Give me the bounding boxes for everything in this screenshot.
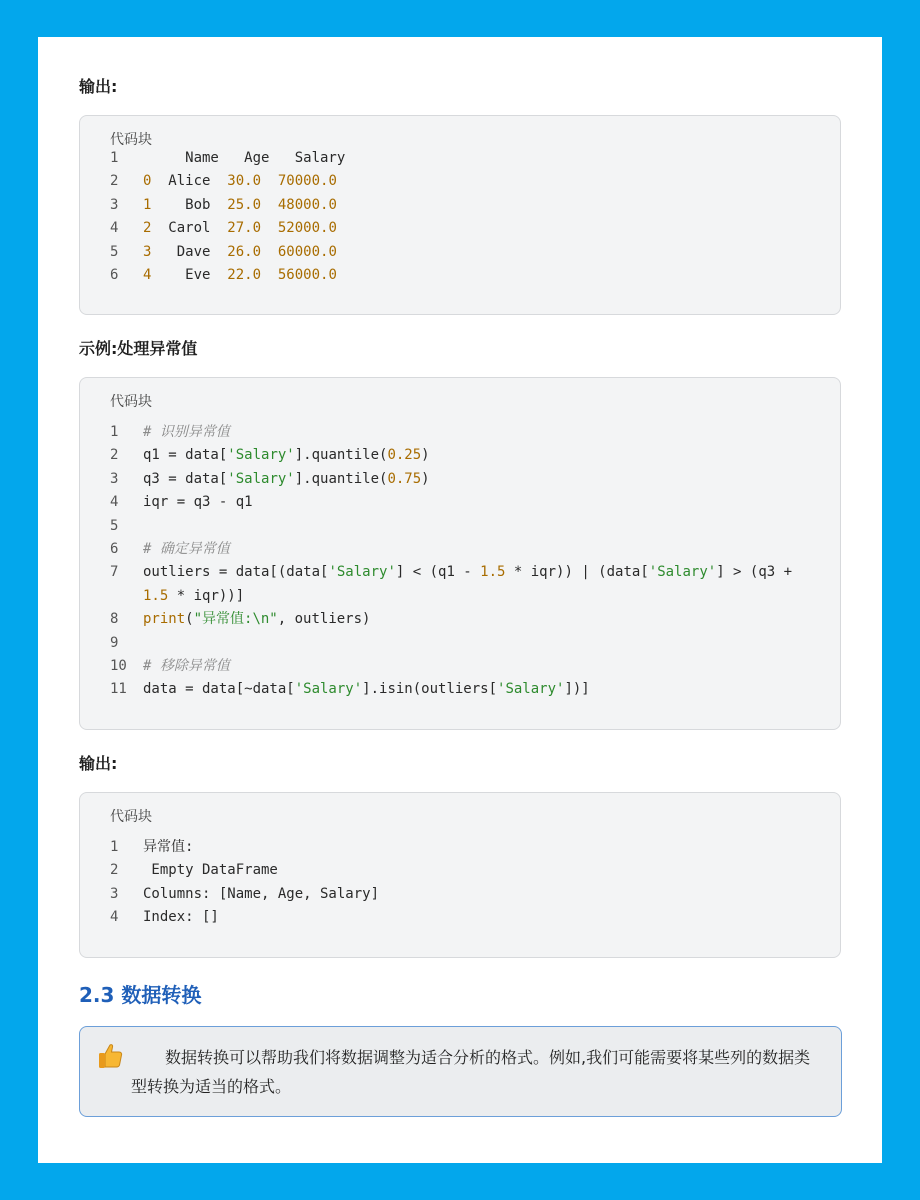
code-text: Name Age Salary [143, 150, 346, 166]
code-line [80, 241, 840, 264]
line-number: 9 [110, 634, 119, 651]
document-page [38, 37, 882, 1163]
code-block-title: 代码块 [110, 132, 152, 148]
line-number: 3 [110, 470, 119, 487]
code-line [80, 538, 840, 561]
code-lines [80, 147, 840, 287]
code-text: 0 Alice 30.0 70000.0 [143, 173, 337, 190]
line-number: 5 [110, 243, 119, 260]
line-number: 1 [110, 839, 119, 855]
code-line [80, 468, 840, 491]
code-text: data = data[~data['Salary'].isin(outliers['Salary'])] [143, 681, 590, 698]
code-block-output-2 [79, 792, 841, 958]
code-block-output-1 [79, 115, 841, 315]
code-line [80, 883, 840, 906]
code-text: Empty DataFrame [143, 862, 278, 879]
code-text: outliers = data[(data['Salary'] < (q1 - 1.5 * iqr)) | (data['Salary'] > (q3 + [143, 564, 793, 581]
code-line [80, 515, 840, 538]
code-text: iqr = q3 - q1 [143, 494, 253, 511]
line-number: 4 [110, 220, 119, 237]
code-text: Columns: [Name, Age, Salary] [143, 885, 380, 902]
code-block-title: 代码块 [110, 809, 152, 825]
code-line [80, 678, 840, 701]
code-lines [80, 836, 840, 930]
output-label-2: 输出: [79, 754, 118, 773]
line-number: 5 [110, 517, 119, 534]
code-line [80, 836, 840, 859]
code-line [80, 147, 840, 170]
code-text: Index: [] [143, 909, 219, 926]
code-text: 异常值: [143, 839, 194, 855]
line-number: 1 [110, 424, 119, 440]
line-number: 10 [110, 657, 127, 674]
code-lines [80, 421, 840, 702]
line-number: 8 [110, 611, 119, 628]
code-text: q1 = data['Salary'].quantile(0.25) [143, 447, 430, 464]
output-label-1: 输出: [79, 77, 118, 96]
code-block-title: 代码块 [110, 394, 152, 410]
code-line [80, 264, 840, 287]
line-number: 2 [110, 862, 119, 879]
code-line [80, 217, 840, 240]
example-label: 示例:处理异常值 [79, 339, 198, 358]
code-line [80, 421, 840, 444]
section-heading: 2.3 数据转换 [79, 983, 202, 1007]
code-text: q3 = data['Salary'].quantile(0.75) [143, 470, 430, 487]
code-line [80, 632, 840, 655]
code-line [80, 194, 840, 217]
tip-text: 数据转换可以帮助我们将数据调整为适合分析的格式。例如,我们可能需要将某些列的数据类型转换为适当的格式。 [131, 1048, 811, 1096]
line-number: 11 [110, 681, 127, 698]
code-line [80, 608, 840, 631]
code-text: 1 Bob 25.0 48000.0 [143, 196, 337, 213]
line-number: 2 [110, 173, 119, 190]
tip-callout [79, 1026, 842, 1117]
code-line [80, 655, 840, 678]
code-line [80, 444, 840, 467]
code-line [80, 859, 840, 882]
line-number: 4 [110, 494, 119, 511]
code-line [80, 170, 840, 193]
line-number: 1 [110, 150, 119, 166]
line-number: 3 [110, 885, 119, 902]
code-text: print("异常值:\n", outliers) [143, 611, 371, 628]
code-text: 2 Carol 27.0 52000.0 [143, 220, 337, 237]
line-number: 7 [110, 564, 119, 581]
thumbs-up-icon [95, 1041, 125, 1071]
code-block-example [79, 377, 841, 730]
code-text: 1.5 * iqr))] [143, 587, 245, 604]
line-number: 6 [110, 266, 119, 283]
code-line [80, 491, 840, 514]
line-number: 6 [110, 540, 119, 557]
code-line [80, 585, 840, 608]
code-text: # 确定异常值 [143, 540, 230, 557]
code-text: # 移除异常值 [143, 657, 230, 674]
line-number: 4 [110, 909, 119, 926]
line-number: 2 [110, 447, 119, 464]
code-line [80, 561, 840, 584]
code-text: # 识别异常值 [143, 424, 230, 440]
code-text: 4 Eve 22.0 56000.0 [143, 266, 337, 283]
code-line [80, 906, 840, 929]
line-number: 3 [110, 196, 119, 213]
code-text: 3 Dave 26.0 60000.0 [143, 243, 337, 260]
